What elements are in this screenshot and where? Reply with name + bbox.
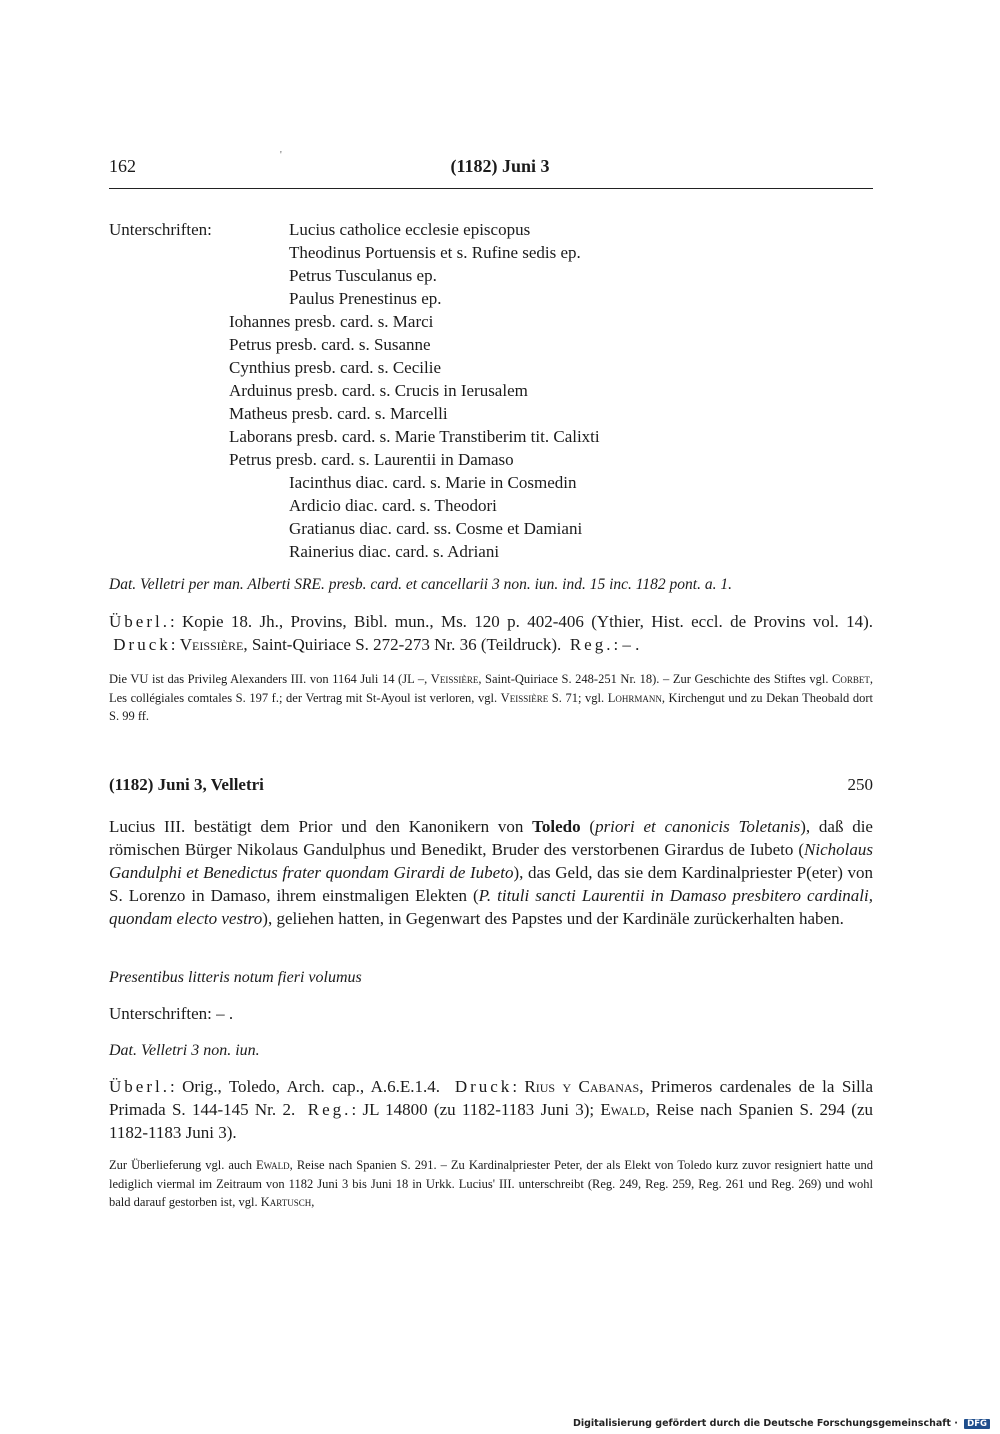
druck-author: Rius y Cabanas <box>524 1077 640 1096</box>
regest-part: , daß die römischen Bürger Nikolaus Gandulphus und Benedikt, Bruder des verstorbenen Girardus de Iubeto ( <box>109 817 873 859</box>
dating-clause: Dat. Velletri per man. Alberti SRE. presb. card. et cancellarii 3 non. iun. ind. 15 inc. 1182 pont. a. 1. <box>109 576 732 593</box>
signature-line: Laborans presb. card. s. Marie Transtiberim tit. Calixti <box>229 427 600 446</box>
note-text: , Saint-Quiriace S. 248-251 Nr. 18). – Zur Geschichte des Stiftes vgl. <box>478 672 833 686</box>
signature-line: Ardicio diac. card. s. Theodori <box>289 496 497 515</box>
note-text: , Reise nach Spanien S. 291. – Zu Kardinalpriester Peter, der als Elekt von Toledo kurz zuvor resigniert hatte und lediglich viermal im Zeitraum von 1182 Juni 3 bis Juni 18 in Urkk. Lucius' III. unterschreibt (Reg. 249, Reg. 259, Reg. 261 und Reg. 269) und wohl bald darauf gestorben ist, vgl. <box>109 1158 873 1209</box>
signature-line: Cynthius presb. card. s. Cecilie <box>229 358 441 377</box>
regest-text: Lucius III. bestätigt dem Prior und den Kanonikern von Toledo (priori et canonicis Toletanis), daß die römischen Bürger Nikolaus Gandulphus und Benedikt, Bruder des verstorbenen Girardus de Iubeto (Nicholaus Gandulphi et Benedictus frater quondam Girardi de Iubeto), das Geld, das sie dem Kardinalpriester P(eter) von S. Lorenzo in Damaso, ihrem einstmaligen Elekten (P. tituli sancti Laurentii in Damaso presbitero cardinali, quondam electo vestro), geliehen hatten, in Gegenwart des Papstes und der Kardinäle zurückerhalten haben. <box>109 817 873 928</box>
signature-line: Paulus Prenestinus ep. <box>289 289 442 308</box>
uberl-text: : Orig., Toledo, Arch. cap., A.6.E.1.4. <box>169 1077 441 1096</box>
header-mark: ' <box>280 150 282 161</box>
druck-label: Druck <box>454 1077 513 1096</box>
signature-line: Petrus presb. card. s. Susanne <box>229 335 431 354</box>
reg-text: : – . <box>613 635 640 654</box>
regest-heading: (1182) Juni 3, Velletri <box>109 775 264 794</box>
signature-line: Petrus Tusculanus ep. <box>289 266 437 285</box>
note-author: Ewald <box>256 1158 290 1172</box>
note-text: , Kirchengut und zu Dekan Theobald dort S. 99 ff. <box>109 690 873 723</box>
note-author: Kartusch <box>260 1195 312 1209</box>
note-text: , <box>311 1195 315 1209</box>
funding-footer <box>573 1418 990 1429</box>
regest-quote: priori et canonicis Toletanis <box>595 817 801 836</box>
regest-quote: Nicholaus Gandulphi et Benedictus frater quondam Girardi de Iubeto <box>109 840 873 882</box>
signatures-label: Unterschriften: <box>109 220 212 239</box>
druck-author: Veissière <box>179 635 244 654</box>
signature-line: Petrus presb. card. s. Laurentii in Damaso <box>229 450 514 469</box>
regest-quote: P. tituli sancti Laurentii in Damaso presbitero cardinali, quondam electo vestro <box>109 886 873 928</box>
reg-text: : JL 14800 (zu 1182-1183 Juni 3); <box>351 1100 601 1119</box>
signature-line: Rainerius diac. card. s. Adriani <box>289 542 500 561</box>
tradition-paragraph: Überl.: Kopie 18. Jh., Provins, Bibl. mun., Ms. 120 p. 402-406 (Ythier, Hist. eccl. de Provins vol. 14). Druck: Veissière, Saint-Quiriace S. 272-273 Nr. 36 (Teildruck). Reg.: – . <box>109 612 873 654</box>
note-text: , Les collégiales comtales S. 197 f.; der Vertrag mit St-Ayoul ist verloren, vgl. <box>109 672 874 705</box>
druck-label: Druck <box>113 635 171 654</box>
footer-text: Digitalisierung gefördert durch die Deutsche Forschungsgemeinschaft · <box>572 1418 962 1429</box>
dating-clause: Dat. Velletri 3 non. iun. <box>109 1042 260 1059</box>
signatures-line: Unterschriften: – . <box>109 1004 234 1023</box>
druck-text: , Saint-Quiriace S. 272-273 Nr. 36 (Teildruck). <box>243 635 562 654</box>
regest-part: ), das Geld, das sie dem Kardinalpriester P(eter) von S. Lorenzo in Damaso, ihrem einstmaligen Elekten ( <box>109 863 873 905</box>
reg-author: Ewald <box>600 1100 646 1119</box>
uberl-label: Überl. <box>109 1077 170 1096</box>
uberl-label: Überl. <box>109 612 170 631</box>
regest-number: 250 <box>847 775 873 794</box>
commentary-note <box>109 670 873 726</box>
reg-label: Reg. <box>307 1100 352 1119</box>
signature-line: Matheus presb. card. s. Marcelli <box>229 404 448 423</box>
commentary-note <box>109 1156 873 1212</box>
reg-text: , Reise nach Spanien S. 294 (zu 1182-1183 Juni 3). <box>109 1100 874 1142</box>
regest-place: Toledo <box>532 817 581 836</box>
signature-line: Iohannes presb. card. s. Marci <box>229 312 434 331</box>
tradition-paragraph: Überl.: Orig., Toledo, Arch. cap., A.6.E.1.4. Druck: Rius y Cabanas, Primeros cardenales de la Silla Primada S. 144-145 Nr. 2. Reg.: JL 14800 (zu 1182-1183 Juni 3); Ewald, Reise nach Spanien S. 294 (zu 1182-1183 Juni 3). <box>109 1077 874 1142</box>
signature-line: Gratianus diac. card. ss. Cosme et Damiani <box>289 519 583 538</box>
druck-text: , Primeros cardenales de la Silla Primada S. 144-145 Nr. 2. <box>109 1077 873 1119</box>
running-title: (1182) Juni 3 <box>450 156 550 176</box>
dfg-logo: DFG <box>964 1419 990 1429</box>
signature-line: Arduinus presb. card. s. Crucis in Ierusalem <box>229 381 528 400</box>
signature-line: Iacinthus diac. card. s. Marie in Cosmedin <box>289 473 577 492</box>
note-author: Veissière <box>500 690 549 705</box>
page-number: 162 <box>109 156 136 176</box>
note-text: Die VU ist das Privileg Alexanders III. von 1164 Juli 14 (JL –, <box>109 672 431 686</box>
signature-line: Theodinus Portuensis et s. Rufine sedis ep. <box>289 243 581 262</box>
note-author: Lohrmann <box>607 690 662 705</box>
uberl-text: : Kopie 18. Jh., Provins, Bibl. mun., Ms. 120 p. 402-406 (Ythier, Hist. eccl. de Provins vol. 14). <box>169 612 873 631</box>
note-text: Zur Überlieferung vgl. auch <box>109 1158 257 1172</box>
incipit: Presentibus litteris notum fieri volumus <box>109 969 362 986</box>
note-text: S. 71; vgl. <box>548 690 608 705</box>
header-rule <box>109 188 873 189</box>
note-author: Veissière <box>430 672 479 686</box>
regest-part: Lucius III. bestätigt dem Prior und den Kanonikern von <box>109 817 533 836</box>
reg-label: Reg. <box>569 635 614 654</box>
note-author: Corbet <box>832 672 870 686</box>
regest-part: ), geliehen hatten, in Gegenwart des Papstes und der Kardinäle zurückerhalten haben. <box>262 909 844 928</box>
signature-line: Lucius catholice ecclesie episcopus <box>289 220 531 239</box>
